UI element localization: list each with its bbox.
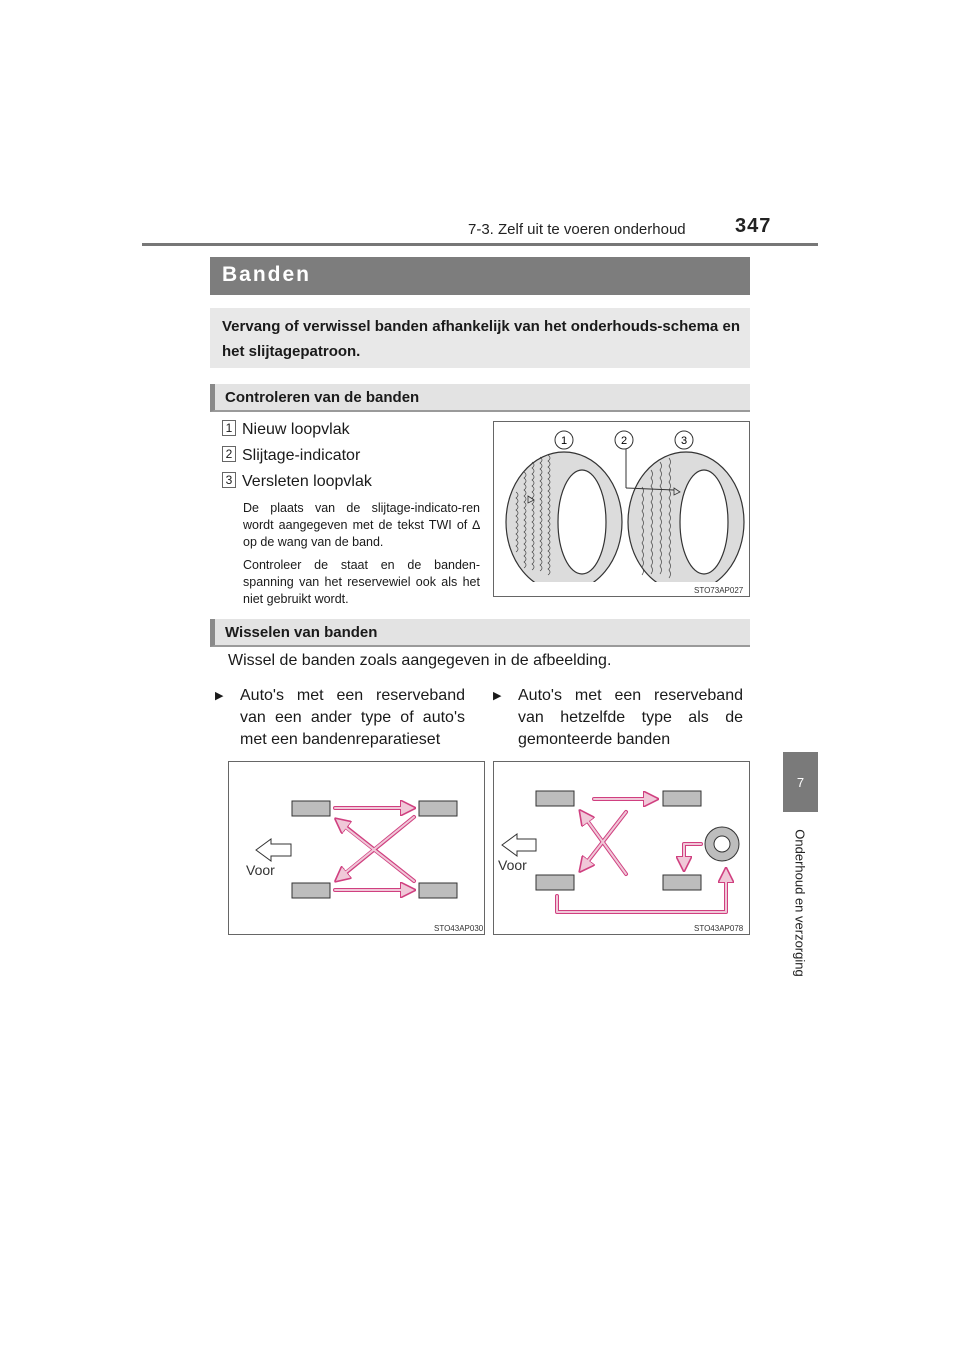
tire-right-hole — [680, 470, 728, 574]
check-heading: Controleren van de banden — [210, 384, 750, 412]
tire-tread-illustration — [494, 422, 750, 597]
item-label: Versleten loopvlak — [242, 473, 372, 490]
tires — [506, 448, 744, 592]
tire-left-hole — [558, 470, 606, 574]
item-number: 2 — [222, 446, 236, 462]
wheel-rear-left — [292, 883, 330, 898]
front-arrow-icon — [256, 839, 291, 861]
item-label: Nieuw loopvlak — [242, 421, 350, 438]
wheel-rear-right — [663, 875, 701, 890]
wheel-rear-left — [536, 875, 574, 890]
page-header — [0, 0, 960, 250]
chapter-label-text: Onderhoud en verzorging — [792, 829, 808, 977]
note-twi: De plaats van de slijtage-indicato-ren wordt aangegeven met de tekst TWI of ∆ op de wang van de band. — [243, 501, 480, 549]
tire-tread-figure — [493, 421, 750, 597]
figure-code: STO43AP078 — [694, 924, 744, 933]
rotation-figure-1 — [228, 761, 485, 935]
figure-code: STO73AP027 — [694, 586, 744, 595]
bullet-arrow-icon: ▶ — [215, 690, 224, 702]
svg-text:1: 1 — [560, 435, 568, 447]
wheel-front-right — [419, 801, 457, 816]
wheel-rear-right — [419, 883, 457, 898]
item-label: Slijtage-indicator — [242, 447, 361, 464]
figure-code: STO43AP030 — [434, 924, 484, 933]
page-title: Banden — [210, 257, 750, 295]
rotation-diagram-2 — [494, 762, 750, 935]
rotation-figure-2 — [493, 761, 750, 935]
svg-text:3: 3 — [680, 435, 688, 447]
bullet-arrow-icon: ▶ — [493, 690, 502, 702]
rotation-diagram-1 — [229, 762, 485, 935]
bullet-same-spare — [493, 685, 743, 751]
callout-2 — [615, 431, 633, 449]
intro-panel: Vervang of verwissel banden afhankelijk van het onderhouds-schema en het slijtagepatroon. — [210, 308, 750, 368]
section-title: 7-3. Zelf uit te voeren onderhoud — [468, 221, 686, 238]
rotate-instruction: Wissel de banden zoals aangegeven in de afbeelding. — [228, 652, 612, 669]
front-label: Voor — [246, 862, 275, 878]
item-number: 1 — [222, 420, 236, 436]
callout-1 — [555, 431, 573, 449]
wheel-front-right — [663, 791, 701, 806]
front-label: Voor — [498, 857, 527, 873]
svg-text:2: 2 — [620, 435, 628, 447]
bullet-text: Auto's met een reserveband van hetzelfde type als de gemonteerde banden — [518, 687, 743, 748]
spare-wheel — [705, 827, 739, 861]
chapter-tab[interactable]: 7 — [783, 752, 818, 812]
bullet-different-spare — [215, 685, 465, 751]
chapter-label — [775, 815, 825, 990]
rotate-heading: Wisselen van banden — [210, 619, 750, 647]
callout-3 — [675, 431, 693, 449]
note-spare: Controleer de staat en de banden-spanning van het reservewiel ook als het niet gebruikt wordt. — [243, 558, 480, 606]
item-number: 3 — [222, 472, 236, 488]
page-number: 347 — [735, 215, 772, 237]
wheel-front-left — [292, 801, 330, 816]
front-arrow-icon — [502, 834, 536, 856]
header-rule — [142, 243, 818, 246]
wheel-front-left — [536, 791, 574, 806]
bullet-text: Auto's met een reserveband van een ander type of auto's met een bandenreparatieset — [240, 687, 465, 748]
